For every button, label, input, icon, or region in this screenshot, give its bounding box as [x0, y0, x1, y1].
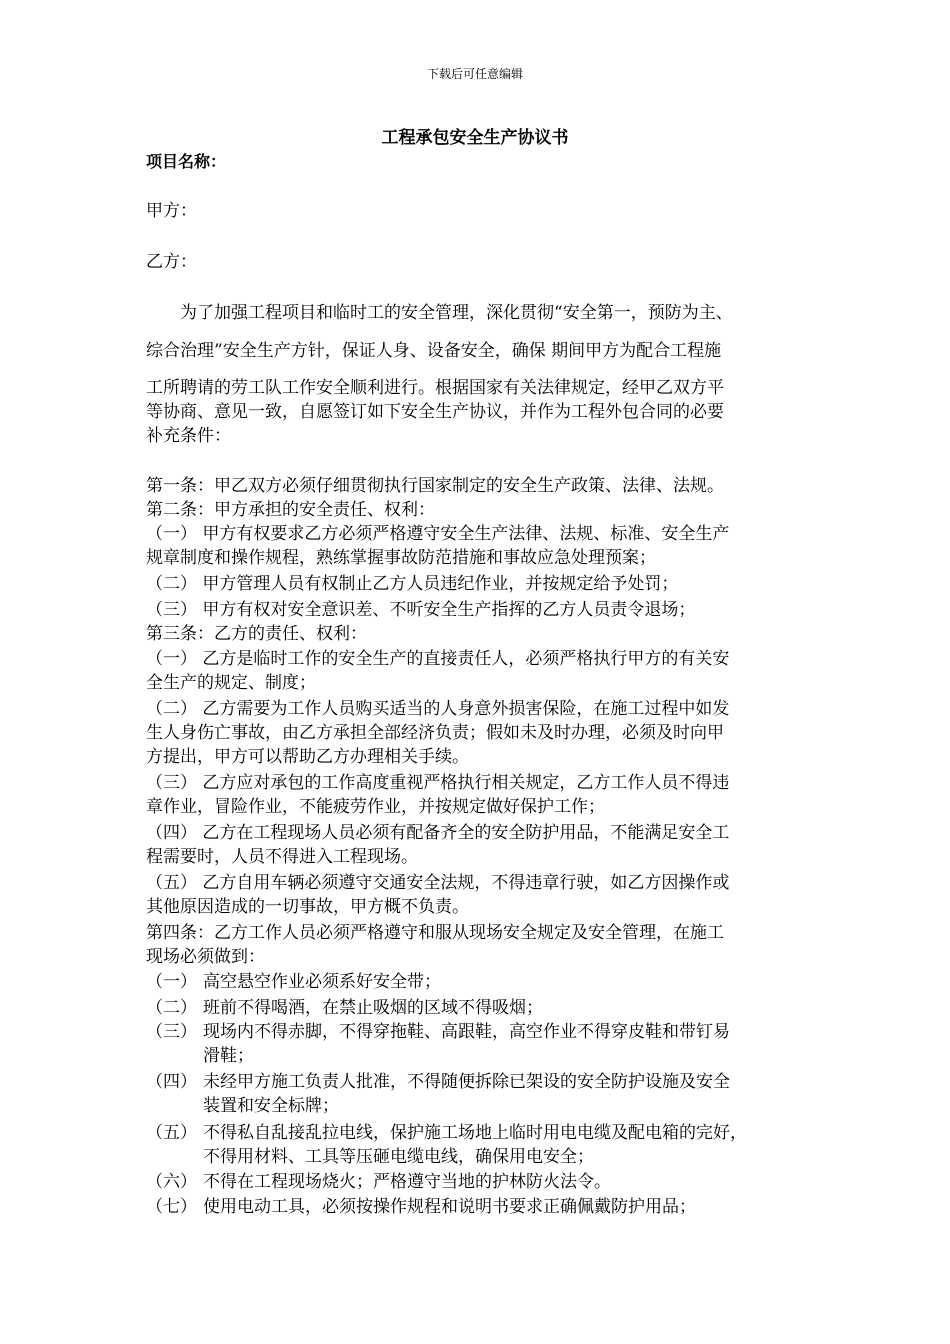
intro-line: 综合治理”安全生产方针，保证人身、设备安全，确保 期间甲方为配合工程施	[146, 341, 722, 361]
rule-text: 不得在工程现场烧火；严格遵守当地的护林防火法令。	[203, 1172, 611, 1192]
article-line: 第一条：甲乙双方必须仔细贯彻执行国家制定的安全生产政策、法律、法规。	[146, 476, 724, 496]
rule-text: 不得用材料、工具等压砸电缆电线，确保用电安全；	[203, 1147, 594, 1167]
article-line: （二） 甲方管理人员有权制止乙方人员违纪作业，并按规定给予处罚；	[146, 574, 679, 594]
rule-number: （三）	[146, 1022, 197, 1042]
article-line: 第二条：甲方承担的安全责任、权利：	[146, 500, 435, 520]
rule-number: （四）	[146, 1072, 197, 1092]
rule-text: 装置和安全标牌；	[203, 1096, 339, 1116]
article-line: 其他原因造成的一切事故，甲方概不负责。	[146, 897, 469, 917]
article-line: 现场必须做到：	[146, 947, 265, 967]
article-line: （五） 乙方自用车辆必须遵守交通安全法规，不得违章行驶，如乙方因操作或	[146, 873, 730, 893]
document-title: 工程承包安全生产协议书	[381, 128, 569, 148]
rule-number: （一）	[146, 972, 197, 992]
rule-text: 高空悬空作业必须系好安全带；	[203, 972, 441, 992]
header-note: 下载后可任意编辑	[426, 67, 523, 81]
rule-text: 使用电动工具，必须按操作规程和说明书要求正确佩戴防护用品；	[203, 1197, 696, 1217]
article-line: 程需要时，人员不得进入工程现场。	[146, 847, 418, 867]
rule-number: （五）	[146, 1123, 197, 1143]
intro-line: 为了加强工程项目和临时工的安全管理，深化贯彻“安全第一，预防为主、	[180, 303, 733, 323]
article-line: （一） 甲方有权要求乙方必须严格遵守安全生产法律、法规、标准、安全生产	[146, 524, 730, 544]
article-line: 第四条：乙方工作人员必须严格遵守和服从现场安全规定及安全管理，在施工	[146, 923, 724, 943]
rule-text: 滑鞋；	[203, 1046, 254, 1066]
rule-text: 现场内不得赤脚，不得穿拖鞋、高跟鞋，高空作业不得穿皮鞋和带钉易	[203, 1022, 730, 1042]
rule-number: （七）	[146, 1197, 197, 1217]
intro-line: 补充条件：	[146, 426, 231, 446]
rule-text: 未经甲方施工负责人批准，不得随便拆除已架设的安全防护设施及安全	[203, 1072, 730, 1092]
article-line: 第三条：乙方的责任、权利：	[146, 624, 367, 644]
article-line: 全生产的规定、制度；	[146, 673, 316, 693]
article-line: （二） 乙方需要为工作人员购买适当的人身意外损害保险，在施工过程中如发	[146, 699, 730, 719]
article-line: 方提出，甲方可以帮助乙方办理相关手续。	[146, 747, 469, 767]
article-line: （四） 乙方在工程现场人员必须有配备齐全的安全防护用品，不能满足安全工	[146, 823, 730, 843]
party-a-label: 甲方：	[146, 201, 197, 221]
article-line: 章作业，冒险作业，不能疲劳作业，并按规定做好保护工作；	[146, 797, 605, 817]
rule-number: （六）	[146, 1172, 197, 1192]
party-b-label: 乙方：	[146, 252, 197, 272]
project-name-label: 项目名称：	[146, 152, 227, 171]
rule-text: 不得私自乱接乱拉电线，保护施工场地上临时用电电缆及配电箱的完好，	[203, 1123, 747, 1143]
rule-number: （二）	[146, 998, 197, 1018]
article-line: （三） 甲方有权对安全意识差、不听安全生产指挥的乙方人员责令退场；	[146, 600, 696, 620]
article-line: （三） 乙方应对承包的工作高度重视严格执行相关规定，乙方工作人员不得违	[146, 773, 730, 793]
intro-line: 等协商、意见一致，自愿签订如下安全生产协议，并作为工程外包合同的必要	[146, 402, 724, 422]
article-line: 规章制度和操作规程，熟练掌握事故防范措施和事故应急处理预案；	[146, 548, 656, 568]
article-line: （一） 乙方是临时工作的安全生产的直接责任人，必须严格执行甲方的有关安	[146, 649, 730, 669]
intro-line: 工所聘请的劳工队工作安全顺利进行。根据国家有关法律规定，经甲乙双方平	[146, 378, 724, 398]
article-line: 生人身伤亡事故，由乙方承担全部经济负责；假如未及时办理，必须及时向甲	[146, 723, 724, 743]
rule-text: 班前不得喝酒，在禁止吸烟的区域不得吸烟；	[203, 998, 543, 1018]
